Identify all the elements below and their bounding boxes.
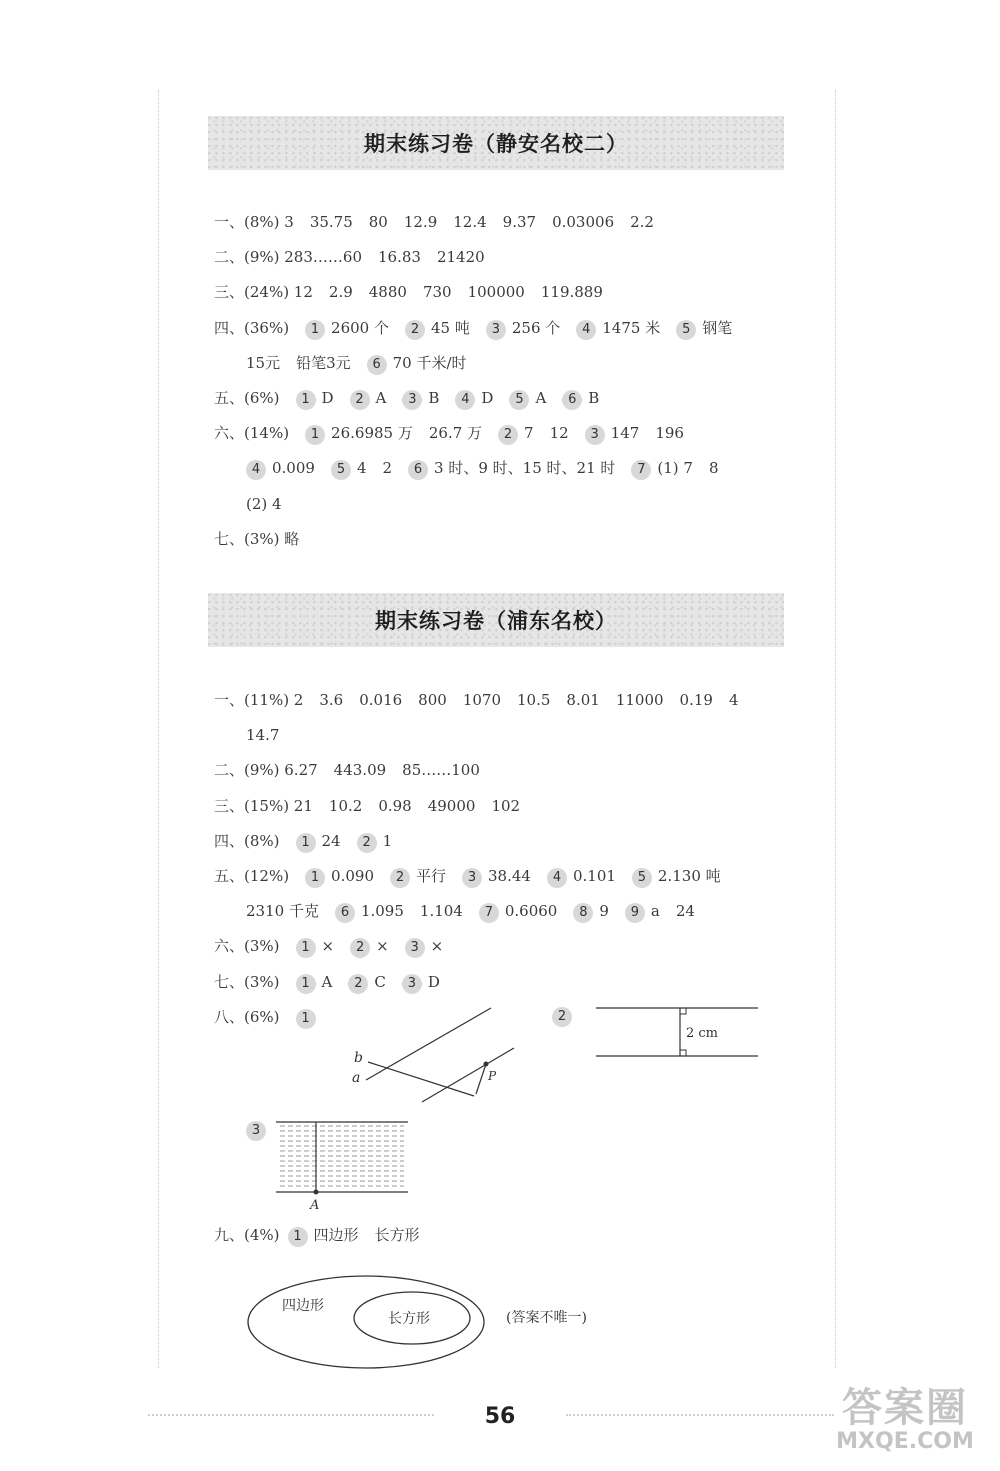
answer-value: 0.19 (679, 691, 713, 709)
answer-value: 102 (491, 796, 521, 815)
answer-value: 六、(14%) (214, 424, 290, 443)
shaded-region (280, 1124, 404, 1190)
figure-shaded-band (272, 1114, 412, 1214)
item-number-badge: 3 (462, 868, 482, 888)
answer-value: 四、(36%) (214, 318, 290, 337)
item-number-badge: 3 (585, 425, 605, 445)
outer-ellipse (248, 1276, 484, 1368)
answer-value: 0.03006 (552, 213, 615, 231)
answer-value: (2) 4 (246, 494, 282, 513)
answer-line (214, 247, 501, 267)
answer-value: 2310 千克 (246, 902, 319, 921)
answer-value: 四、(8%) (214, 831, 280, 850)
answer-value: 443.09 (333, 761, 387, 780)
section-title: 期末练习卷（浦东名校） (375, 609, 617, 633)
item-number-badge: 5 (632, 868, 652, 888)
label-a: a (352, 1070, 361, 1086)
figure-intersecting-lines (346, 1000, 526, 1110)
answer-value: 2.2 (630, 213, 654, 231)
item-number-badge: 2 (405, 320, 425, 340)
answer-value: 14.7 (246, 726, 280, 745)
answer-value: 1.104 (419, 902, 463, 921)
answer-value: 2600 个 (331, 318, 389, 337)
item-number-badge: 5 (676, 320, 696, 340)
answer-value: 2.9 (328, 283, 353, 302)
answer-line (246, 725, 295, 745)
answer-value: 24 (675, 902, 695, 921)
distance-label: 2 cm (686, 1026, 719, 1041)
item-number-badge: 6 (562, 390, 582, 410)
answer-value: 钢笔 (702, 318, 733, 337)
answer-value: × (321, 937, 335, 956)
answer-line (214, 1007, 322, 1029)
answer-line (246, 901, 711, 923)
answer-value: 三、(24%) 12 (214, 283, 313, 302)
answer-line (214, 972, 456, 994)
answer-value: 2 (382, 459, 393, 478)
answer-value: 12.4 (453, 213, 487, 231)
line-b (368, 1062, 474, 1096)
answer-value: 85……100 (402, 761, 480, 780)
item-number-badge: 7 (631, 460, 651, 480)
watermark-url: MXQE.COM (836, 1429, 974, 1454)
label-b: b (354, 1050, 363, 1066)
item-number-badge: 7 (479, 903, 499, 923)
answer-value: 9.37 (502, 213, 537, 231)
answer-value: C (374, 972, 386, 991)
item-number-badge: 1 (296, 1009, 316, 1029)
answer-value: 15元 (246, 353, 281, 372)
answer-value: 三、(15%) 21 (214, 796, 313, 815)
answer-value: 38.44 (488, 867, 531, 885)
answer-value: 12.9 (403, 213, 438, 231)
item-number-badge: 2 (357, 833, 377, 853)
outer-label: 四边形 (282, 1298, 324, 1314)
answer-value: A (321, 972, 333, 991)
item-number-badge: 3 (486, 320, 506, 340)
answer-value: 一、(8%) 3 (214, 213, 294, 231)
answer-line (214, 831, 408, 853)
item-number-badge: 3 (402, 390, 422, 410)
watermark-logo (820, 1386, 990, 1454)
item-number-badge: 3 (405, 938, 425, 958)
item-number-badge: 2 (348, 974, 368, 994)
answer-value: 256 个 (511, 318, 561, 337)
q9-badge: 1 (288, 1227, 308, 1247)
item-number-badge: 6 (335, 903, 355, 923)
answer-value: 1 (382, 831, 393, 850)
point-p (484, 1062, 489, 1067)
answer-value: 七、(3%) (214, 972, 280, 991)
answer-value: 0.98 (378, 796, 412, 815)
answer-line (214, 212, 670, 232)
inner-label: 长方形 (388, 1311, 430, 1327)
answer-value: 196 (655, 424, 684, 443)
item-number-badge: 4 (246, 460, 266, 480)
answer-value: 21420 (436, 248, 485, 267)
item-number-badge: 4 (455, 390, 475, 410)
item-number-badge: 9 (625, 903, 645, 923)
answer-value: × (376, 937, 389, 956)
section-title: 期末练习卷（静安名校二） (364, 132, 628, 156)
answer-value: 4 (728, 691, 739, 709)
item-number-badge: 1 (296, 974, 316, 994)
answer-value: 五、(12%) (214, 867, 290, 885)
item-number-badge: 6 (408, 460, 428, 480)
answer-value: 45 吨 (431, 318, 470, 337)
answer-line (214, 796, 536, 816)
answer-value: 8.01 (566, 691, 600, 709)
answer-value: 800 (418, 691, 447, 709)
label-p: P (488, 1069, 497, 1083)
answer-line (214, 760, 496, 780)
q9-prefix: 九、(4%) (214, 1226, 280, 1244)
answer-value: A (535, 389, 547, 407)
answer-value: 4880 (368, 283, 407, 302)
answer-value: 10.5 (517, 691, 551, 709)
item-number-badge: 2 (498, 425, 518, 445)
page-number: 56 (484, 1404, 516, 1429)
answer-value: 平行 (416, 867, 447, 885)
watermark-text: 答案圈 (842, 1385, 968, 1431)
answer-value: B (588, 389, 600, 407)
q9-answer2: 长方形 (374, 1226, 420, 1244)
item-number-badge: 4 (576, 320, 596, 340)
answer-line (246, 458, 735, 480)
figure-2-badge: 2 (552, 1007, 572, 1027)
answer-value: 1.095 (360, 902, 404, 921)
answer-line (214, 866, 737, 888)
answer-value: 11000 (615, 691, 664, 709)
answer-value: × (430, 937, 444, 956)
answer-line (214, 318, 748, 340)
answer-value: 26.6985 万 (331, 424, 413, 443)
item-number-badge: 3 (402, 974, 422, 994)
point-a (314, 1190, 319, 1195)
answer-value: 730 (422, 283, 452, 302)
answer-value: 9 (599, 902, 609, 921)
figure-parallel-lines-distance (592, 1000, 762, 1064)
line-a (366, 1008, 491, 1080)
right-angle-mark-top (680, 1008, 686, 1014)
perpendicular-from-p (476, 1064, 486, 1094)
answer-value: 147 (610, 424, 640, 443)
right-angle-mark-bottom (680, 1050, 686, 1056)
item-number-badge: 1 (305, 868, 325, 888)
item-number-badge: 2 (390, 868, 410, 888)
answer-value: D (427, 972, 440, 991)
answer-value: 10.2 (328, 796, 363, 815)
answer-value: 119.889 (540, 283, 603, 302)
item-number-badge: 1 (305, 425, 325, 445)
answer-value: D (321, 389, 334, 407)
answer-value: 24 (321, 831, 341, 850)
answer-value: 五、(6%) (214, 389, 280, 407)
answer-value: 49000 (427, 796, 476, 815)
answer-line (214, 388, 615, 410)
answer-value: 一、(11%) 2 (214, 691, 304, 709)
answer-line (214, 690, 754, 710)
answer-value: 0.090 (331, 867, 374, 885)
answer-value: 8 (708, 459, 719, 478)
answer-value: 80 (368, 213, 388, 231)
answer-value: 1475 米 (602, 318, 661, 337)
venn-diagram (242, 1272, 642, 1372)
item-number-badge: 5 (509, 390, 529, 410)
item-number-badge: 5 (331, 460, 351, 480)
answer-value: 100000 (467, 283, 525, 302)
answer-value: 35.75 (309, 213, 353, 231)
item-number-badge: 1 (296, 938, 316, 958)
answer-value: 12 (549, 424, 569, 443)
section-banner-1 (208, 116, 784, 170)
answer-value: 二、(9%) 6.27 (214, 761, 318, 780)
answer-value: 16.83 (378, 248, 421, 267)
answer-value: 3.6 (319, 691, 344, 709)
label-a-point: A (310, 1198, 320, 1213)
q9-line (214, 1225, 436, 1247)
item-number-badge: 6 (367, 355, 387, 375)
answer-line (214, 529, 315, 549)
answer-line (214, 423, 700, 445)
answer-value: B (428, 389, 440, 407)
answer-line (214, 282, 619, 302)
answer-value: 7 (524, 424, 534, 443)
note-label: (答案不唯一) (506, 1310, 587, 1326)
answer-value: D (481, 389, 494, 407)
figure-3-badge: 3 (246, 1121, 266, 1141)
answer-line (214, 936, 459, 958)
answer-value: 六、(3%) (214, 937, 280, 956)
section-banner-2 (208, 593, 784, 647)
answer-value: 八、(6%) (214, 1007, 280, 1026)
answer-value: 1070 (462, 691, 501, 709)
answer-value: 0.101 (572, 867, 616, 885)
answer-value: a (650, 902, 660, 921)
answer-value: 70 千米/时 (392, 353, 467, 372)
answer-value: 4 (356, 459, 367, 478)
answer-value: 0.009 (272, 459, 315, 478)
item-number-badge: 1 (305, 320, 325, 340)
answer-value: 0.6060 (504, 902, 558, 921)
answer-line (246, 353, 483, 375)
answer-value: 铅笔3元 (296, 353, 351, 372)
item-number-badge: 1 (296, 390, 316, 410)
item-number-badge: 4 (547, 868, 567, 888)
answer-value: 3 时、9 时、15 时、21 时 (434, 459, 616, 478)
q9-answer1: 四边形 (313, 1226, 359, 1244)
answer-value: (1) 7 (657, 459, 693, 478)
answer-value: 0.016 (359, 691, 403, 709)
answer-value: 七、(3%) 略 (214, 529, 300, 548)
answer-value: 二、(9%) 283……60 (214, 248, 362, 267)
answer-value: A (375, 389, 387, 407)
item-number-badge: 2 (350, 938, 370, 958)
item-number-badge: 2 (350, 390, 370, 410)
item-number-badge: 8 (573, 903, 593, 923)
answer-value: 26.7 万 (428, 424, 483, 443)
answer-line (246, 494, 298, 514)
item-number-badge: 1 (296, 833, 316, 853)
answer-value: 2.130 吨 (657, 867, 721, 885)
